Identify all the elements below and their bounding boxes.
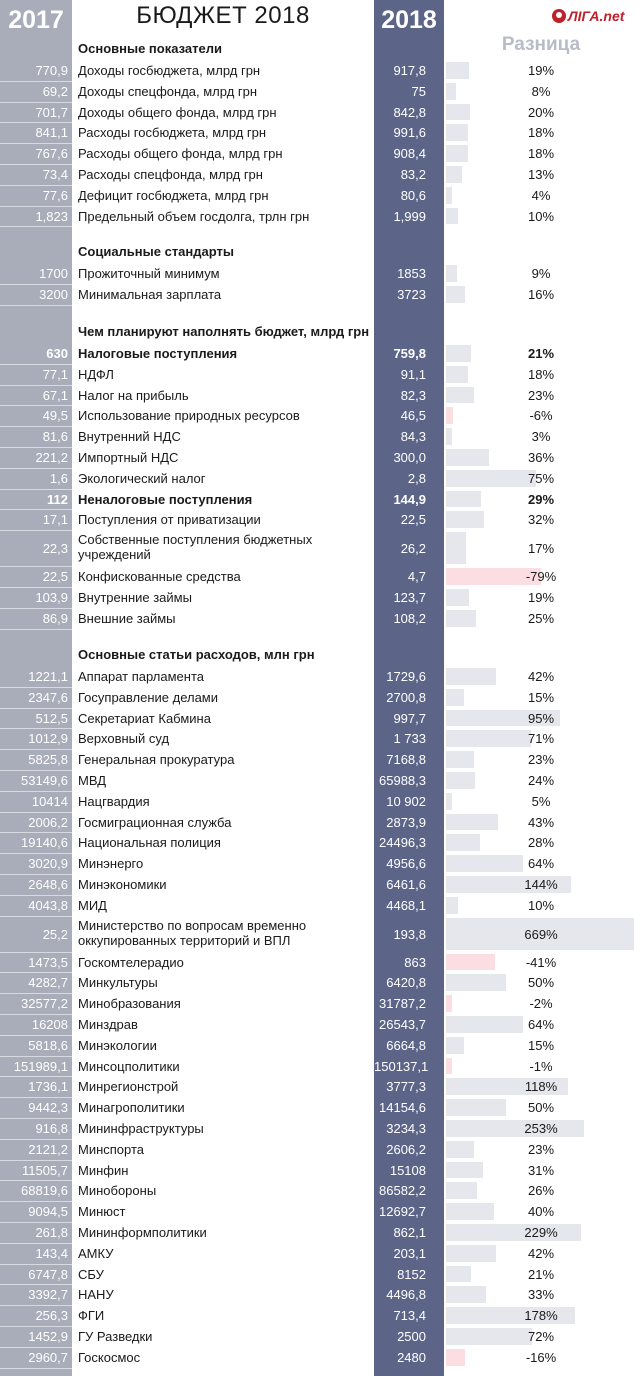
difference-percent: 10% [527, 897, 555, 913]
value-2018: 12692,7 [379, 1204, 426, 1220]
row-label: Использование природных ресурсов [78, 408, 300, 424]
value-2017: 3020,9 [28, 856, 68, 872]
row-label: Министерство по вопросам временно оккупированных территорий и ВПЛ [78, 917, 307, 948]
row-label: Доходы госбюджета, млрд грн [78, 63, 261, 78]
row-label: Минфин [78, 1162, 129, 1178]
value-2017: 1473,5 [28, 954, 68, 970]
table-row [0, 728, 640, 749]
value-2018: 1729,6 [386, 669, 426, 684]
difference-percent: 50% [527, 1100, 555, 1116]
value-2018: 15108 [389, 1162, 426, 1178]
row-label: Госуправление делами [78, 689, 219, 705]
table-row [0, 1097, 640, 1118]
row-label: Минимальная зарплата [78, 286, 222, 302]
row-label: Секретариат Кабмина [78, 710, 211, 726]
table-row [0, 447, 640, 468]
value-2017: 261,8 [35, 1225, 68, 1240]
value-2017: 2648,6 [28, 877, 68, 892]
value-2017: 103,9 [35, 590, 68, 605]
table-row [0, 952, 640, 973]
row-label: Собственные поступления бюджетных учреждений [78, 532, 313, 563]
value-2018: 84,3 [400, 429, 426, 445]
difference-percent: 19% [527, 590, 555, 605]
value-2017: 67,1 [42, 387, 68, 403]
value-2017: 1,6 [49, 470, 68, 486]
table-row [0, 916, 640, 952]
row-label: Доходы общего фонда, млрд грн [78, 104, 277, 120]
value-2018: 4,7 [407, 569, 426, 585]
row-label: НДФЛ [78, 366, 114, 382]
row-label: Внутренний НДС [78, 429, 181, 445]
value-2018: 3234,3 [386, 1121, 426, 1136]
value-2017: 11505,7 [21, 1162, 68, 1178]
value-2017: 770,9 [35, 63, 68, 78]
value-2018: 300,0 [393, 450, 426, 465]
table-row [0, 468, 640, 489]
difference-percent: 17% [527, 541, 555, 557]
year-2017-header: 2017 [8, 6, 64, 34]
value-2017: 2006,2 [28, 814, 68, 830]
value-2018: 203,1 [393, 1245, 426, 1261]
table-row [0, 687, 640, 708]
row-separator [0, 1368, 72, 1369]
row-label: Минобразования [78, 996, 181, 1012]
value-2018: 6461,6 [386, 877, 426, 892]
value-2018: 991,6 [393, 125, 426, 141]
value-2018: 6664,8 [386, 1037, 426, 1053]
value-2018: 26543,7 [379, 1017, 426, 1032]
row-label: Минэнерго [78, 856, 144, 872]
value-2018: 7168,8 [386, 752, 426, 768]
difference-percent: 40% [527, 1204, 555, 1220]
table-row [0, 1035, 640, 1056]
table-row [0, 1264, 640, 1285]
row-label: Верховный суд [78, 731, 170, 747]
value-2017: 3392,7 [28, 1287, 68, 1303]
difference-percent: 13% [527, 167, 555, 182]
table-row [0, 81, 640, 102]
difference-percent: 26% [527, 1183, 555, 1199]
value-2017: 701,7 [35, 104, 68, 120]
value-2017: 68819,6 [21, 1183, 68, 1199]
value-2018: 1853 [397, 266, 426, 281]
value-2018: 863 [404, 954, 426, 970]
value-2017: 6747,8 [28, 1266, 68, 1282]
row-label: Импортный НДС [78, 450, 179, 465]
row-label: ГУ Разведки [78, 1329, 153, 1344]
row-label: Минобороны [78, 1183, 157, 1199]
table-row [0, 509, 640, 530]
table-row [0, 1305, 640, 1326]
value-2018: 917,8 [393, 63, 426, 78]
value-2018: 1 733 [393, 731, 426, 747]
value-2017: 22,5 [42, 569, 68, 585]
table-row [0, 1076, 640, 1097]
value-2018: 144,9 [393, 491, 426, 507]
difference-percent: 28% [527, 835, 555, 851]
difference-percent: 9% [531, 266, 551, 281]
value-2017: 1221,1 [28, 669, 68, 684]
difference-percent: 20% [527, 104, 555, 120]
value-2018: 26,2 [400, 541, 426, 557]
value-2017: 32577,2 [21, 996, 68, 1012]
value-2017: 1,823 [35, 208, 68, 224]
value-2018: 6420,8 [386, 975, 426, 991]
difference-percent: -16% [525, 1349, 557, 1365]
difference-percent: 18% [527, 125, 555, 141]
difference-percent: -1% [529, 1058, 553, 1074]
value-2018: 2,8 [407, 470, 426, 486]
value-2017: 10414 [31, 793, 68, 809]
difference-percent: 144% [524, 877, 558, 892]
value-2018: 862,1 [393, 1225, 426, 1240]
value-2018: 65988,3 [379, 773, 426, 788]
difference-percent: 24% [527, 773, 555, 788]
table-row [0, 102, 640, 123]
difference-percent: 50% [527, 975, 555, 991]
table-row [0, 832, 640, 853]
value-2018: 842,8 [393, 104, 426, 120]
difference-percent: 8% [531, 83, 551, 99]
value-2018: 150137,1 [374, 1058, 429, 1074]
value-2017: 3200 [39, 286, 68, 302]
table-row [0, 1139, 640, 1160]
row-label: Национальная полиция [78, 835, 221, 851]
value-2018: 4496,8 [386, 1287, 426, 1303]
table-row [0, 1180, 640, 1201]
row-label: Налог на прибыль [78, 387, 189, 403]
value-2017: 2960,7 [28, 1349, 68, 1365]
value-2018: 10 902 [386, 793, 426, 809]
page-title: БЮДЖЕТ 2018 [136, 2, 310, 29]
row-label: Минрегионстрой [78, 1079, 179, 1095]
table-row [0, 530, 640, 566]
table-row [0, 1222, 640, 1243]
value-2018: 2700,8 [386, 689, 426, 705]
row-label: Госкомтелерадио [78, 954, 184, 970]
value-2018: 75 [411, 83, 426, 99]
table-row [0, 972, 640, 993]
difference-percent: 669% [524, 926, 558, 942]
value-2017: 143,4 [35, 1245, 68, 1261]
value-2018: 759,8 [393, 346, 426, 361]
value-2017: 1700 [39, 266, 68, 281]
difference-percent: 43% [527, 814, 555, 830]
value-2017: 256,3 [35, 1308, 68, 1324]
difference-percent: 229% [524, 1225, 558, 1240]
row-label: Минсоцполитики [78, 1058, 180, 1074]
row-separator [0, 629, 72, 630]
value-2017: 86,9 [42, 610, 68, 626]
row-label: Госкосмос [78, 1349, 141, 1365]
row-label: Конфискованные средства [78, 569, 241, 585]
difference-percent: 25% [527, 610, 555, 626]
value-2018: 80,6 [400, 187, 426, 203]
logo-text: ЛIГА.net [568, 8, 625, 24]
value-2017: 22,3 [42, 541, 68, 557]
value-2017: 767,6 [35, 146, 68, 162]
table-row [0, 364, 640, 385]
row-label: Прожиточный минимум [78, 266, 220, 281]
value-2017: 53149,6 [21, 773, 68, 788]
difference-percent: 178% [524, 1308, 558, 1324]
row-label: МВД [78, 773, 107, 788]
value-2017: 77,1 [42, 366, 68, 382]
table-row [0, 993, 640, 1014]
value-2017: 9094,5 [28, 1204, 68, 1220]
table-row [0, 405, 640, 426]
table-row [0, 60, 640, 81]
row-label: Поступления от приватизации [78, 512, 261, 528]
value-2017: 112 [47, 491, 68, 507]
value-2017: 1452,9 [28, 1329, 68, 1344]
difference-percent: -41% [525, 954, 557, 970]
difference-percent: 36% [527, 450, 555, 465]
value-2018: 2873,9 [386, 814, 426, 830]
difference-percent: 71% [527, 731, 555, 747]
difference-percent: 29% [527, 491, 555, 507]
value-2017: 19140,6 [21, 835, 68, 851]
value-2017: 2347,6 [28, 689, 68, 705]
difference-percent: 19% [527, 63, 555, 78]
section-title: Основные статьи расходов, млн грн [78, 647, 315, 662]
table-row [0, 791, 640, 812]
table-row [0, 770, 640, 791]
table-row [0, 385, 640, 406]
table-row [0, 1201, 640, 1222]
row-label: Расходы спецфонда, млрд грн [78, 167, 263, 182]
difference-percent: 5% [531, 793, 551, 809]
value-2018: 82,3 [400, 387, 426, 403]
row-label: Аппарат парламента [78, 669, 204, 684]
row-label: Минагрополитики [78, 1100, 185, 1116]
value-2017: 151989,1 [13, 1058, 68, 1074]
difference-percent: 18% [527, 146, 555, 162]
table-row [0, 853, 640, 874]
value-2017: 5825,8 [28, 752, 68, 768]
value-2018: 91,1 [400, 366, 426, 382]
value-2017: 9442,3 [28, 1100, 68, 1116]
difference-percent: 64% [527, 1017, 555, 1032]
table-row [0, 164, 640, 185]
row-label: Минюст [78, 1204, 126, 1220]
difference-percent: 95% [527, 710, 555, 726]
difference-percent: 253% [524, 1121, 558, 1136]
value-2018: 3777,3 [386, 1079, 426, 1095]
difference-percent: 75% [527, 470, 555, 486]
value-2017: 630 [46, 346, 68, 361]
value-2017: 69,2 [42, 83, 68, 99]
table-row [0, 185, 640, 206]
difference-percent: 15% [527, 1037, 555, 1053]
row-label: Дефицит госбюджета, млрд грн [78, 187, 269, 203]
value-2018: 86582,2 [379, 1183, 426, 1199]
value-2017: 4282,7 [28, 975, 68, 991]
difference-percent: 16% [527, 286, 555, 302]
row-label: Минэкологии [78, 1037, 157, 1053]
row-label: Мининфраструктуры [78, 1121, 204, 1136]
row-label: НАНУ [78, 1287, 114, 1303]
difference-percent: 23% [527, 1141, 555, 1157]
difference-percent: 23% [527, 752, 555, 768]
difference-percent: -6% [529, 408, 553, 424]
value-2018: 4956,6 [386, 856, 426, 872]
row-label: Нацгвардия [78, 793, 150, 809]
difference-percent: 21% [527, 1266, 555, 1282]
table-row [0, 895, 640, 916]
liga-logo-icon [552, 9, 566, 23]
row-label: Неналоговые поступления [78, 491, 253, 507]
value-2018: 908,4 [393, 146, 426, 162]
value-2017: 49,5 [42, 408, 68, 424]
value-2017: 916,8 [35, 1121, 68, 1136]
value-2018: 1,999 [393, 208, 426, 224]
table-row [0, 426, 640, 447]
value-2017: 4043,8 [28, 897, 68, 913]
value-2018: 2606,2 [386, 1141, 426, 1157]
value-2017: 512,5 [35, 710, 68, 726]
table-row [0, 143, 640, 164]
table-row [0, 1326, 640, 1347]
difference-percent: -2% [529, 996, 553, 1012]
difference-percent: 42% [527, 1245, 555, 1261]
value-2017: 16208 [31, 1017, 68, 1032]
row-label: Внешние займы [78, 610, 176, 626]
value-2018: 3723 [397, 286, 426, 302]
row-label: Госмиграционная служба [78, 814, 232, 830]
value-2017: 81,6 [42, 429, 68, 445]
difference-percent: 18% [527, 366, 555, 382]
row-separator [0, 226, 72, 227]
row-label: Минкультуры [78, 975, 158, 991]
table-row [0, 489, 640, 510]
difference-percent: 72% [527, 1329, 555, 1344]
difference-percent: 31% [527, 1162, 555, 1178]
row-label: МИД [78, 897, 107, 913]
value-2018: 83,2 [400, 167, 426, 182]
row-label: Внутренние займы [78, 590, 192, 605]
table-row [0, 608, 640, 629]
value-2018: 24496,3 [379, 835, 426, 851]
value-2017: 25,2 [42, 926, 68, 942]
value-2017: 73,4 [42, 167, 68, 182]
difference-percent: 4% [531, 187, 551, 203]
difference-percent: 10% [527, 208, 555, 224]
year-2018-header: 2018 [381, 6, 437, 34]
value-2017: 17,1 [42, 512, 68, 528]
difference-percent: 42% [527, 669, 555, 684]
row-label: СБУ [78, 1266, 104, 1282]
value-2018: 22,5 [400, 512, 426, 528]
value-2017: 2121,2 [28, 1141, 68, 1157]
value-2017: 221,2 [35, 450, 68, 465]
row-label: Расходы госбюджета, млрд грн [78, 125, 267, 141]
value-2018: 123,7 [393, 590, 426, 605]
table-row [0, 587, 640, 608]
table-row [0, 1347, 640, 1368]
table-row [0, 206, 640, 227]
value-2018: 713,4 [393, 1308, 426, 1324]
difference-header: Разница [501, 34, 581, 55]
section-title: Социальные стандарты [78, 244, 234, 259]
row-label: Генеральная прокуратура [78, 752, 235, 768]
difference-percent: 15% [527, 689, 555, 705]
value-2017: 841,1 [35, 125, 68, 141]
value-2018: 46,5 [400, 408, 426, 424]
difference-percent: 32% [527, 512, 555, 528]
row-label: Доходы спецфонда, млрд грн [78, 83, 258, 99]
table-row [0, 749, 640, 770]
row-label: Налоговые поступления [78, 346, 238, 361]
table-row [0, 1243, 640, 1264]
table-row [0, 343, 640, 364]
value-2018: 4468,1 [386, 897, 426, 913]
difference-percent: 3% [531, 429, 551, 445]
table-row [0, 122, 640, 143]
row-label: ФГИ [78, 1308, 105, 1324]
value-2017: 1012,9 [28, 731, 68, 747]
row-label: АМКУ [78, 1245, 114, 1261]
table-row [0, 708, 640, 729]
liga-net-logo [552, 8, 624, 24]
table-row [0, 284, 640, 305]
section-title: Чем планируют наполнять бюджет, млрд грн [78, 324, 370, 339]
difference-percent: 118% [524, 1079, 558, 1095]
table-row [0, 566, 640, 587]
row-label: Мининформполитики [78, 1225, 207, 1240]
difference-percent: 23% [527, 387, 555, 403]
table-row [0, 1014, 640, 1035]
row-label: Предельный объем госдолга, трлн грн [78, 208, 310, 224]
value-2018: 193,8 [393, 926, 426, 942]
table-row [0, 263, 640, 284]
table-row [0, 1118, 640, 1139]
value-2017: 77,6 [42, 187, 68, 203]
table-row [0, 1284, 640, 1305]
value-2018: 8152 [397, 1266, 426, 1282]
row-label: Минэкономики [78, 877, 167, 892]
difference-percent: 21% [527, 346, 555, 361]
row-label: Минздрав [78, 1017, 138, 1032]
value-2018: 997,7 [393, 710, 426, 726]
table-row [0, 666, 640, 687]
section-title: Основные показатели [78, 41, 222, 56]
difference-percent: 33% [527, 1287, 555, 1303]
table-row [0, 812, 640, 833]
table-row [0, 1160, 640, 1181]
row-separator [0, 305, 72, 306]
value-2017: 5818,6 [28, 1037, 68, 1053]
value-2018: 2480 [397, 1349, 426, 1365]
table-row [0, 874, 640, 895]
value-2018: 108,2 [393, 610, 426, 626]
value-2018: 2500 [397, 1329, 426, 1344]
row-label: Минспорта [78, 1141, 145, 1157]
row-label: Расходы общего фонда, млрд грн [78, 146, 283, 162]
value-2017: 1736,1 [28, 1079, 68, 1095]
value-2018: 14154,6 [379, 1100, 426, 1116]
row-label: Экологический налог [78, 470, 206, 486]
table-row [0, 1056, 640, 1077]
difference-percent: -79% [525, 569, 557, 585]
value-2018: 31787,2 [379, 996, 426, 1012]
difference-percent: 64% [527, 856, 555, 872]
